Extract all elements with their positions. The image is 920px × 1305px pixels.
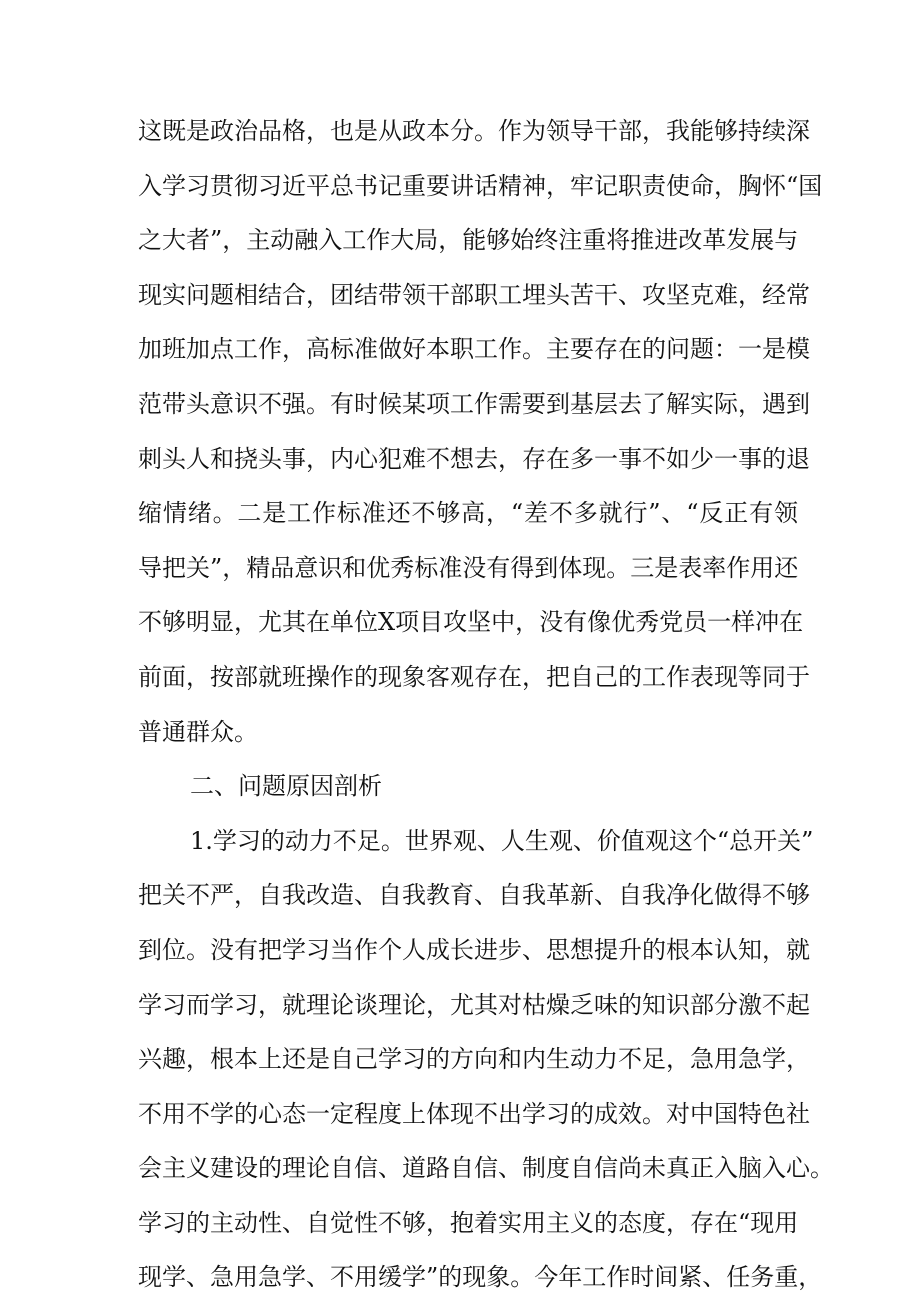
text-line: 刺头人和挠头事，内心犯难不想去，存在多一事不如少一事的退 (138, 444, 810, 473)
text-line: 不用不学的心态一定程度上体现不出学习的成效。对中国特色社 (138, 1099, 810, 1128)
text-line: 学习的主动性、自觉性不够，抱着实用主义的态度，存在“现用 (138, 1208, 799, 1237)
document-body (138, 104, 834, 1305)
text-line: 之大者”，主动融入工作大局，能够始终注重将推进改革发展与 (138, 226, 799, 255)
text-line: 普通群众。 (138, 717, 258, 746)
text-line: 兴趣，根本上还是自己学习的方向和内生动力不足，急用急学， (138, 1045, 810, 1074)
text-line: 学习而学习，就理论谈理论，尤其对枯燥乏味的知识部分激不起 (138, 990, 810, 1019)
text-line: 会主义建设的理论自信、道路自信、制度自信尚未真正入脑入心。 (138, 1154, 834, 1183)
text-line: 现实问题相结合，团结带领干部职工埋头苦干、攻坚克难，经常 (138, 280, 810, 309)
text-line: 前面，按部就班操作的现象客观存在，把自己的工作表现等同于 (138, 662, 810, 691)
text-line: 入学习贯彻习近平总书记重要讲话精神，牢记职责使命，胸怀“国 (138, 171, 823, 200)
section-heading: 二、问题原因剖析 (190, 772, 382, 801)
text-line: 导把关”，精品意识和优秀标准没有得到体现。三是表率作用还 (138, 553, 799, 582)
text-line: 范带头意识不强。有时候某项工作需要到基层去了解实际，遇到 (138, 389, 810, 418)
text-line: 到位。没有把学习当作个人成长进步、思想提升的根本认知，就 (138, 935, 810, 964)
text-line: 1.学习的动力不足。世界观、人生观、价值观这个“总开关” (190, 826, 814, 855)
text-line: 把关不严，自我改造、自我教育、自我革新、自我净化做得不够 (138, 881, 810, 910)
text-line: 缩情绪。二是工作标准还不够高，“差不多就行”、“反正有领 (138, 499, 798, 528)
text-line: 不够明显，尤其在单位X项目攻坚中，没有像优秀党员一样冲在 (138, 608, 804, 637)
text-line: 现学、急用急学、不用缓学”的现象。今年工作时间紧、任务重， (138, 1263, 823, 1292)
text-line: 这既是政治品格，也是从政本分。作为领导干部，我能够持续深 (138, 117, 810, 145)
text-line: 加班加点工作，高标准做好本职工作。主要存在的问题：一是模 (138, 335, 810, 364)
